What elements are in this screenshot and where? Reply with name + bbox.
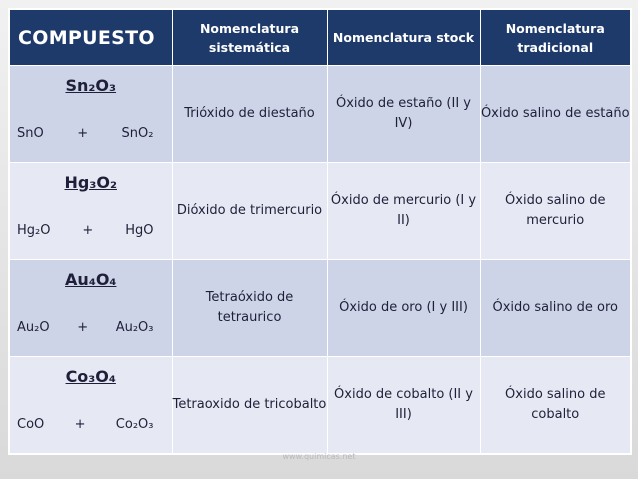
sistematica-cell: Tetraoxido de tricobalto [172, 357, 327, 455]
sistematica-cell: Trióxido de diestaño [172, 66, 327, 163]
compound-formula: Co₃O₄ [65, 367, 116, 386]
oxide-b: SnO₂ [121, 126, 154, 141]
plus-sign: + [77, 126, 89, 141]
oxide-combination [17, 124, 154, 144]
tradicional-cell: Óxido salino de cobalto [480, 357, 631, 455]
tradicional-cell: Óxido salino de estaño [480, 66, 631, 163]
plus-sign: + [74, 417, 86, 432]
oxide-a: Au₂O [17, 320, 50, 335]
oxide-a: SnO [17, 126, 44, 141]
tradicional-cell: Óxido salino de mercurio [480, 163, 631, 260]
oxide-combination [17, 318, 154, 338]
oxide-combination [17, 221, 154, 241]
header-compuesto: COMPUESTO [9, 9, 172, 66]
header-tradicional: Nomenclatura tradicional [480, 9, 631, 66]
compound-formula: Au₄O₄ [65, 270, 117, 289]
stock-cell: Óxido de estaño (II y IV) [327, 66, 480, 163]
plus-sign: + [82, 223, 94, 238]
table-row [9, 66, 631, 163]
table-row [9, 163, 631, 260]
oxide-b: Au₂O₃ [115, 320, 154, 335]
oxide-b: Co₂O₃ [115, 417, 154, 432]
header-row [9, 9, 631, 66]
oxide-a: Hg₂O [17, 223, 51, 238]
oxide-a: CoO [17, 417, 45, 432]
oxide-b: HgO [125, 223, 154, 238]
compound-formula: Hg₃O₂ [64, 173, 117, 192]
compound-cell [9, 163, 172, 260]
stock-cell: Óxido de mercurio (I y II) [327, 163, 480, 260]
sistematica-cell: Dióxido de trimercurio [172, 163, 327, 260]
compound-cell [9, 357, 172, 455]
tradicional-cell: Óxido salino de oro [480, 260, 631, 357]
compound-cell [9, 66, 172, 163]
table-row [9, 357, 631, 455]
table-header [9, 9, 631, 66]
watermark: www.quimicas.net [282, 452, 356, 461]
sistematica-cell: Tetraóxido de tetraurico [172, 260, 327, 357]
table-row [9, 260, 631, 357]
compound-cell [9, 260, 172, 357]
stock-cell: Óxido de oro (I y III) [327, 260, 480, 357]
oxide-combination [17, 415, 154, 435]
header-sistematica: Nomenclatura sistemática [172, 9, 327, 66]
header-stock: Nomenclatura stock [327, 9, 480, 66]
stock-cell: Óxido de cobalto (II y III) [327, 357, 480, 455]
plus-sign: + [77, 320, 89, 335]
compound-formula: Sn₂O₃ [65, 76, 117, 95]
table-body [9, 66, 631, 455]
nomenclature-table [8, 8, 632, 455]
